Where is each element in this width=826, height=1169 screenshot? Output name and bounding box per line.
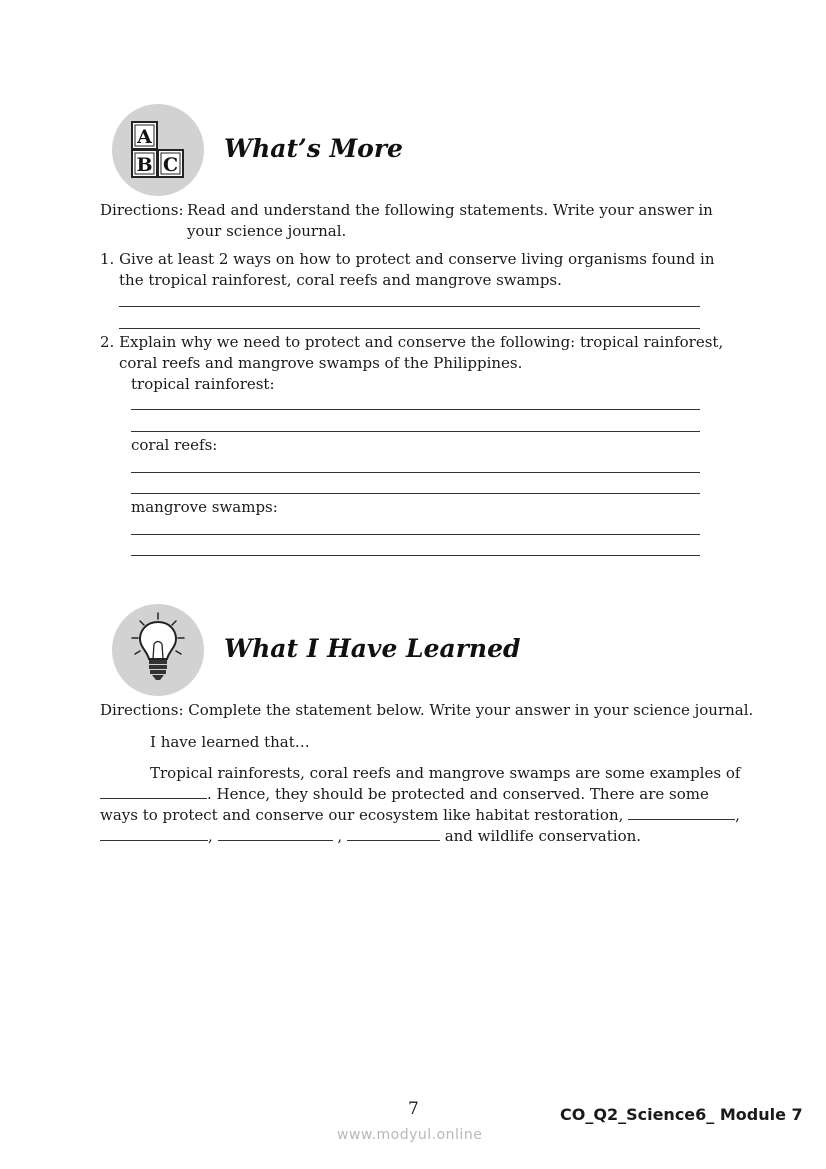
watermark: www.modyul.online — [337, 1127, 483, 1143]
fill-in-blank[interactable] — [218, 826, 333, 841]
directions-text-line1: Read and understand the following statements. Write your answer in — [187, 201, 713, 219]
answer-line — [131, 555, 700, 556]
section-title-what-i-have-learned: What I Have Learned — [224, 634, 521, 663]
svg-text:B: B — [136, 154, 153, 176]
paragraph-line3-text: ways to protect and conserve our ecosystem like habitat restoration, — [100, 806, 624, 824]
answer-line — [131, 431, 700, 432]
answer-line — [131, 493, 700, 494]
paragraph-line2 — [100, 784, 709, 805]
abc-blocks-icon-circle — [112, 104, 204, 196]
fill-in-blank[interactable] — [628, 805, 735, 820]
directions-label: Directions: — [100, 201, 184, 219]
fill-in-blank[interactable] — [347, 826, 440, 841]
directions-text-line2: your science journal. — [187, 222, 347, 240]
answer-line — [119, 306, 700, 307]
svg-text:A: A — [137, 126, 152, 148]
label-tropical-rainforest: tropical rainforest: — [131, 375, 275, 393]
paragraph-line4 — [100, 826, 641, 847]
lightbulb-icon-circle — [112, 604, 204, 696]
label-mangrove-swamps: mangrove swamps: — [131, 498, 278, 516]
fill-in-blank[interactable] — [100, 826, 208, 841]
abc-blocks-icon — [112, 104, 204, 196]
answer-line — [131, 409, 700, 410]
separator: , — [337, 827, 343, 845]
svg-text:C: C — [162, 154, 179, 176]
paragraph-line3-end: , — [735, 806, 740, 824]
question-1-line1: 1. Give at least 2 ways on how to protect and conserve living organisms found in — [100, 250, 715, 268]
question-1-line2: the tropical rainforest, coral reefs and mangrove swamps. — [119, 271, 562, 289]
paragraph-line2-text: . Hence, they should be protected and conserved. There are some — [207, 785, 709, 803]
intro-text: I have learned that… — [150, 733, 310, 751]
module-code: CO_Q2_Science6_ Module 7 — [560, 1105, 803, 1124]
separator: , — [208, 827, 213, 845]
question-2-line2: coral reefs and mangrove swamps of the Philippines. — [119, 354, 523, 372]
answer-line — [131, 472, 700, 473]
section-title-whats-more: What’s More — [224, 134, 403, 163]
lightbulb-icon — [112, 604, 204, 696]
paragraph-line4-end: and wildlife conservation. — [444, 827, 642, 845]
answer-line — [119, 328, 700, 329]
question-2-line1: 2. Explain why we need to protect and conserve the following: tropical rainforest, — [100, 333, 724, 351]
label-coral-reefs: coral reefs: — [131, 436, 218, 454]
fill-in-blank[interactable] — [100, 784, 207, 799]
answer-line — [131, 534, 700, 535]
page-number: 7 — [408, 1099, 419, 1119]
paragraph-line1: Tropical rainforests, coral reefs and mangrove swamps are some examples of — [150, 764, 741, 782]
directions-learned: Directions: Complete the statement below. Write your answer in your science journal. — [100, 701, 754, 719]
paragraph-line3 — [100, 805, 740, 826]
